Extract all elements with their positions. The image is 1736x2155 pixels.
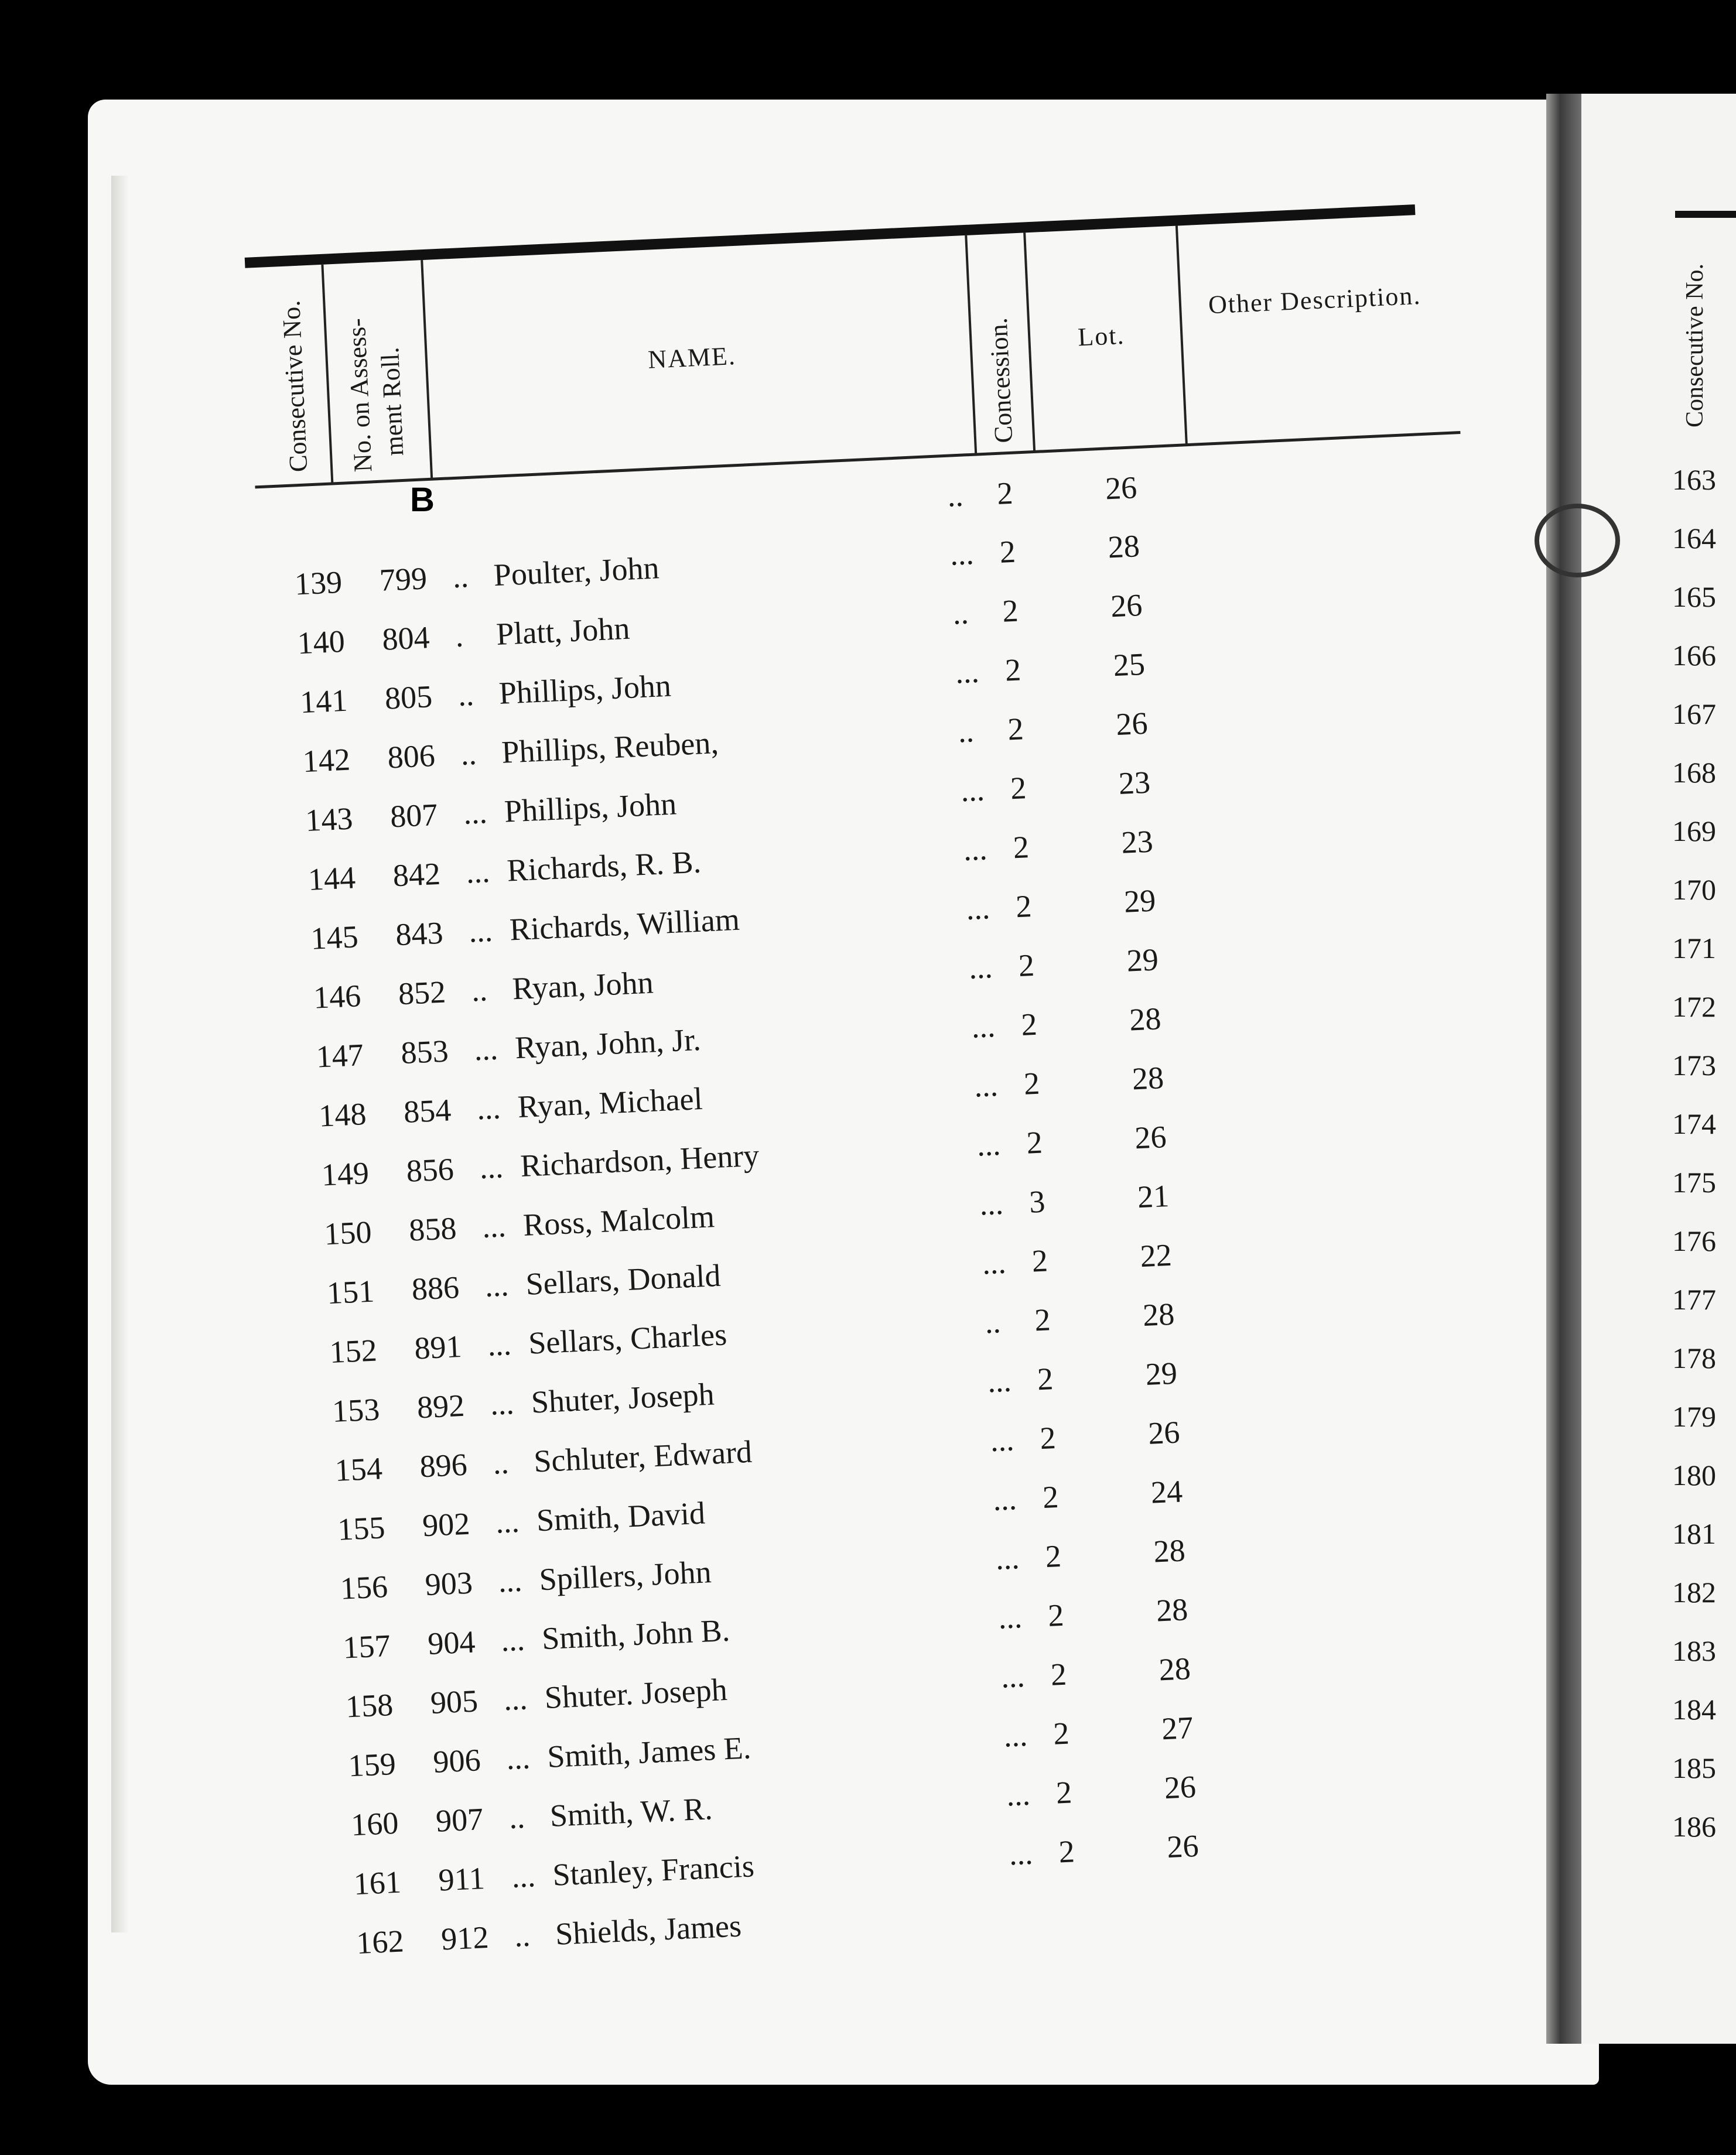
person-name: Richards, William [508,901,740,947]
roll-no: 896 [419,1446,468,1484]
person-name: Poulter, John [493,550,660,593]
lot-value: 27 [1160,1709,1194,1747]
header-concession: Concession. [983,317,1019,444]
consecutive-no: 141 [299,682,348,720]
leader-dots: .. [452,559,470,595]
row-dots: .. [946,477,964,514]
right-consecutive-no: 171 [1672,932,1716,964]
col-divider [421,260,433,480]
lot-value: 26 [1134,1119,1167,1156]
concession-value: 2 [1004,652,1022,688]
lot-value: 28 [1131,1060,1165,1097]
roll-no: 805 [384,679,433,716]
consecutive-no: 152 [329,1332,378,1370]
person-name: Shuter. Joseph [544,1672,728,1716]
concession-value: 2 [1047,1597,1065,1633]
consecutive-no: 158 [344,1687,394,1725]
roll-no: 903 [424,1565,474,1603]
leader-dots: .. [508,1799,526,1836]
leader-dots: ... [978,1185,1004,1222]
consecutive-no: 143 [305,801,354,839]
consecutive-no: 150 [323,1214,373,1252]
leader-dots: ... [981,1244,1007,1281]
lot-value: 28 [1158,1651,1192,1688]
leader-dots: .. [460,736,477,772]
consecutive-no: 144 [307,860,357,897]
consecutive-no: 159 [347,1746,397,1784]
right-consecutive-no: 185 [1672,1752,1716,1784]
assessment-table [240,103,1537,1961]
person-name: Ross, Malcolm [522,1199,716,1243]
right-consecutive-no: 168 [1672,756,1716,789]
person-name: Sellars, Donald [525,1257,722,1302]
leader-dots: ... [949,535,975,572]
person-name: Smith, John B. [541,1612,731,1657]
person-name: Spillers, John [538,1554,712,1598]
consecutive-no: 140 [296,623,346,661]
leader-dots: ... [465,853,491,890]
header-consecutive-no: Consecutive No. [276,299,313,473]
concession-value: 2 [1034,1302,1051,1338]
concession-value: 2 [1050,1656,1068,1692]
consecutive-no: 149 [320,1155,370,1193]
concession-value: 2 [1041,1479,1060,1516]
concession-value: 2 [1014,888,1033,925]
header-other-description: Other Description. [1207,281,1422,320]
concession-value: 2 [1012,829,1030,866]
roll-no: 799 [378,560,428,598]
lot-value: 24 [1150,1473,1184,1510]
right-consecutive-no: 183 [1672,1634,1716,1667]
book-gutter [1546,94,1581,2044]
roll-no: 902 [421,1506,471,1544]
header-lot: Lot. [1077,320,1126,352]
lot-value: 21 [1136,1178,1170,1215]
leader-dots: . [454,618,464,654]
leader-dots: ... [986,1363,1012,1400]
leader-dots: ... [473,1031,499,1068]
col-divider [965,235,977,455]
right-consecutive-no: 166 [1672,639,1716,672]
right-consecutive-no: 165 [1672,580,1716,613]
leader-dots: .. [952,595,969,631]
leader-dots: ... [505,1740,531,1777]
leader-dots: ... [992,1481,1018,1518]
concession-value: 2 [999,533,1017,570]
concession-value: 2 [1023,1065,1041,1102]
roll-no: 852 [397,974,447,1012]
roll-no: 806 [387,737,436,775]
lot-value: 23 [1120,823,1154,860]
row-concession: 2 [996,475,1014,511]
consecutive-no: 151 [326,1273,375,1311]
handwritten-b-mark: B [410,481,435,519]
col-divider [1023,232,1036,452]
leader-dots: ... [973,1067,999,1104]
lot-value: 26 [1166,1828,1200,1865]
concession-value: 2 [1055,1774,1073,1811]
leader-dots: ... [479,1149,504,1186]
right-consecutive-no: 178 [1672,1342,1716,1374]
leader-dots: ... [989,1422,1015,1459]
leader-dots: ... [1008,1835,1034,1872]
right-consecutive-no: 177 [1672,1283,1716,1316]
roll-no: 804 [381,620,430,657]
roll-no: 911 [438,1860,486,1898]
lot-value: 28 [1142,1296,1175,1333]
person-name: Shuter, Joseph [530,1376,715,1420]
concession-value: 2 [1039,1420,1057,1456]
header-roll-line1: No. on Assess- [341,317,378,473]
leader-dots: ... [1000,1658,1026,1695]
leader-dots: ... [500,1622,526,1658]
person-name: Phillips, Reuben, [501,725,719,770]
leader-dots: ... [484,1267,510,1304]
leader-dots: ... [494,1503,520,1540]
roll-no: 886 [411,1270,460,1307]
consecutive-no: 155 [337,1510,386,1547]
roll-no: 891 [414,1328,463,1366]
leader-dots: ... [487,1326,512,1363]
concession-value: 2 [1007,711,1024,747]
leader-dots: .. [470,972,488,1008]
lot-value: 26 [1147,1414,1181,1451]
right-consecutive-no: 182 [1672,1576,1716,1609]
right-header-rule [1675,211,1736,218]
leader-dots: ... [954,654,980,690]
right-consecutive-no: 173 [1672,1049,1716,1082]
right-consecutive-no: 176 [1672,1224,1716,1257]
lot-value: 23 [1118,764,1151,802]
leader-dots: ... [481,1208,507,1245]
person-name: Smith, W. R. [549,1791,713,1834]
roll-no: 842 [392,856,442,894]
lot-value: 28 [1155,1592,1189,1629]
right-consecutive-no: 186 [1672,1810,1716,1843]
right-consecutive-no: 170 [1672,873,1716,906]
leader-dots: ... [489,1386,515,1422]
roll-no: 856 [405,1151,455,1189]
leader-dots: ... [503,1681,528,1718]
roll-no: 905 [429,1683,479,1720]
right-consecutive-no: 163 [1672,463,1716,496]
concession-value: 2 [1052,1715,1070,1752]
roll-no: 858 [408,1210,457,1248]
col-divider [321,265,333,484]
page-edge-shadow [111,176,129,1932]
person-name: Phillips, John [503,786,678,829]
lot-value: 29 [1144,1355,1178,1392]
roll-no: 854 [402,1092,452,1130]
right-header-consecutive-no: Consecutive No. [1682,264,1708,427]
consecutive-no: 153 [331,1391,381,1429]
right-consecutive-no: 181 [1672,1517,1716,1550]
right-consecutive-no: 164 [1672,522,1716,555]
lot-value: 28 [1153,1533,1186,1569]
lot-value: 29 [1126,942,1160,979]
right-consecutive-no: 167 [1672,697,1716,730]
consecutive-no: 160 [350,1805,399,1843]
person-name: Shields, James [554,1908,743,1952]
leader-dots: ... [1003,1717,1028,1754]
consecutive-no: 142 [302,741,351,779]
roll-no: 843 [395,915,444,953]
lot-value: 25 [1112,646,1146,683]
header-top-rule [245,204,1416,268]
person-name: Ryan, John [511,964,654,1007]
person-name: Stanley, Francis [552,1848,755,1893]
person-name: Smith, James E. [546,1730,752,1774]
roll-no: 912 [440,1919,490,1957]
person-name: Platt, John [495,610,631,652]
right-consecutive-no: 169 [1672,815,1716,847]
leader-dots: ... [511,1858,536,1894]
leader-dots: .. [957,713,975,750]
leader-dots: ... [476,1090,501,1127]
leader-dots: ... [1005,1776,1031,1813]
person-name: Richardson, Henry [520,1137,760,1184]
consecutive-no: 157 [342,1628,391,1665]
roll-no: 807 [389,796,439,834]
consecutive-no: 145 [310,919,359,956]
consecutive-no: 162 [356,1923,405,1961]
consecutive-no: 161 [353,1864,402,1902]
concession-value: 2 [1002,593,1019,629]
lot-value: 26 [1115,705,1149,743]
lot-value: 28 [1128,1001,1162,1038]
roll-no: 906 [432,1742,481,1780]
concession-value: 2 [1020,1006,1038,1043]
right-consecutive-no: 174 [1672,1107,1716,1140]
person-name: Phillips, John [498,668,672,711]
right-consecutive-no: 184 [1672,1693,1716,1726]
leader-dots: ... [995,1540,1020,1576]
person-name: Ryan, John, Jr. [514,1021,702,1066]
lot-value: 22 [1139,1237,1173,1274]
leader-dots: .. [492,1445,510,1481]
row-lot: 26 [1104,470,1138,507]
person-name: Richards, R. B. [506,844,702,888]
leader-dots: ... [968,949,993,986]
person-name: Smith, David [535,1495,706,1538]
leader-dots: ... [467,912,494,949]
roll-no: 904 [427,1624,476,1662]
lot-value: 26 [1163,1769,1197,1806]
consecutive-no: 139 [293,564,343,602]
leader-dots: ... [959,772,986,809]
header-name: NAME. [647,341,737,374]
right-consecutive-no: 179 [1672,1400,1716,1433]
binding-ring [1535,504,1620,577]
concession-value: 2 [1031,1243,1049,1279]
consecutive-no: 148 [317,1096,367,1134]
person-name: Schluter, Edward [533,1434,753,1479]
leader-dots: ... [997,1599,1023,1636]
leader-dots: .. [513,1917,531,1954]
concession-value: 2 [1009,770,1027,806]
roll-no: 853 [400,1033,449,1071]
consecutive-no: 146 [312,978,362,1015]
header-roll-line2: ment Roll. [375,346,409,457]
lot-value: 29 [1123,882,1157,919]
concession-value: 2 [1044,1538,1062,1575]
concession-value: 2 [1017,947,1036,984]
leader-dots: .. [984,1304,1002,1340]
consecutive-no: 154 [334,1451,384,1488]
concession-value: 3 [1028,1183,1046,1220]
col-divider [1175,225,1188,445]
person-name: Ryan, Michael [517,1080,703,1125]
right-consecutive-no: 180 [1672,1459,1716,1492]
leader-dots: .. [457,676,475,713]
leader-dots: ... [462,795,488,831]
right-consecutive-no: 175 [1672,1166,1716,1199]
concession-value: 2 [1026,1124,1044,1161]
concession-value: 2 [1058,1834,1075,1870]
concession-value: 2 [1036,1361,1054,1397]
consecutive-no: 147 [315,1037,365,1075]
person-name: Sellars, Charles [527,1316,728,1361]
leader-dots: ... [976,1126,1002,1163]
roll-no: 892 [416,1387,466,1425]
lot-value: 26 [1109,587,1143,624]
leader-dots: ... [962,831,988,868]
right-consecutive-no: 172 [1672,990,1716,1023]
consecutive-no: 156 [339,1569,389,1606]
lot-value: 28 [1107,528,1140,565]
leader-dots: ... [965,890,991,927]
leader-dots: ... [970,1008,996,1045]
roll-no: 907 [435,1801,484,1839]
leader-dots: ... [497,1562,523,1599]
